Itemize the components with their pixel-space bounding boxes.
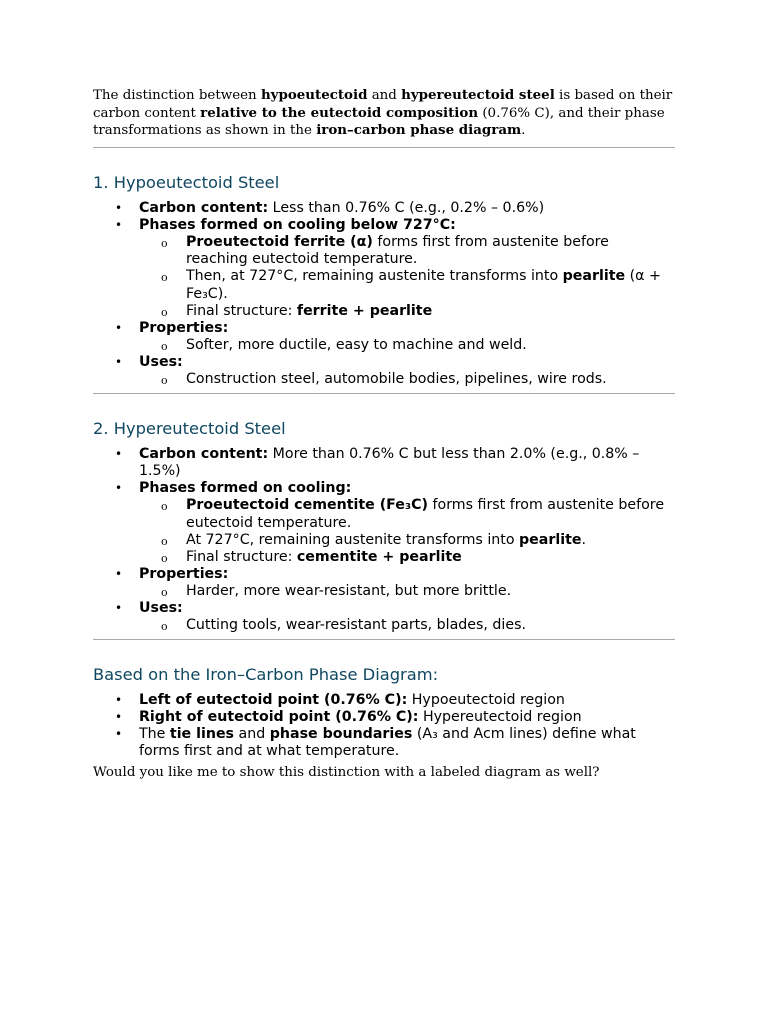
sub-bullet-icon: o: [161, 237, 168, 251]
bullet-icon: •: [115, 693, 123, 708]
intro-paragraph: [93, 87, 675, 140]
list-item: • The tie lines and phase boundaries (A₃ and Acm lines) define what forms first and at what temperature.: [115, 726, 636, 760]
sub-bullet-icon: o: [161, 585, 168, 599]
sub-list: [139, 617, 675, 634]
hypoeutectoid-list: [93, 200, 675, 388]
section-heading-phase-diagram: Based on the Iron–Carbon Phase Diagram:: [93, 665, 439, 685]
list-item: • Carbon content: More than 0.76% C but less than 2.0% (e.g., 0.8% – 1.5%): [115, 446, 640, 480]
sub-bullet-icon: o: [161, 271, 168, 285]
sub-list-item: o Construction steel, automobile bodies, pipelines, wire rods.: [139, 371, 675, 388]
closing-question: Would you like me to show this distinction with a labeled diagram as well?: [93, 764, 600, 780]
bullet-icon: •: [115, 447, 123, 462]
sub-bullet-icon: o: [161, 339, 168, 353]
list-item: • Left of eutectoid point (0.76% C): Hypoeutectoid region: [115, 692, 565, 709]
divider: [93, 147, 675, 148]
intro-text: (0.76% C), and their phase transformations as shown in the: [93, 105, 665, 139]
bullet-icon: •: [115, 566, 123, 581]
intro-text: The distinction between: [93, 88, 261, 103]
sub-list: [139, 497, 675, 565]
section-heading-hypereutectoid: 2. Hypereutectoid Steel: [93, 419, 286, 439]
list-item: • Carbon content: Less than 0.76% C (e.g., 0.2% – 0.6%): [115, 200, 545, 217]
sub-list: [139, 234, 675, 319]
sub-bullet-icon: o: [161, 374, 168, 388]
sub-list-item: o Proeutectoid ferrite (α) forms first from austenite before reaching eutectoid temperature.: [161, 234, 609, 268]
sub-list-item: o Softer, more ductile, easy to machine and weld.: [139, 337, 675, 354]
sub-list-item: o Harder, more wear-resistant, but more brittle.: [139, 583, 675, 600]
bullet-icon: •: [115, 320, 123, 335]
list-item: • Phases formed on cooling: o Proeutectoid cementite (Fe₃C) forms first from austenite before eutectoid temperature. o At 727°C, remaining austenite transforms into pearlite. o Final structure: cementite + pearlite: [93, 480, 675, 565]
sub-bullet-icon: o: [161, 305, 168, 319]
divider: [93, 639, 675, 640]
sub-list-item: o Final structure: cementite + pearlite: [139, 549, 675, 566]
bullet-icon: •: [115, 201, 123, 216]
intro-bold-term: relative to the eutectoid composition: [200, 104, 479, 121]
intro-text: and: [367, 88, 402, 103]
bullet-icon: •: [115, 710, 123, 725]
bullet-icon: •: [115, 218, 123, 233]
document-body: [93, 87, 675, 781]
intro-text: is based on their carbon content: [93, 88, 673, 121]
section-heading-hypoeutectoid: 1. Hypoeutectoid Steel: [93, 173, 280, 193]
list-item: • Properties: o Softer, more ductile, easy to machine and weld.: [93, 320, 675, 354]
sub-list-item: o Proeutectoid cementite (Fe₃C) forms first from austenite before eutectoid temperature.: [161, 497, 665, 531]
sub-list-item: o Cutting tools, wear-resistant parts, blades, dies.: [139, 617, 675, 634]
bullet-icon: •: [115, 600, 123, 615]
bullet-icon: •: [115, 354, 123, 369]
sub-list-item: o At 727°C, remaining austenite transforms into pearlite.: [139, 532, 675, 549]
sub-list: [139, 337, 675, 354]
divider: [93, 393, 675, 394]
bullet-icon: •: [115, 481, 123, 496]
list-item: • Right of eutectoid point (0.76% C): Hypereutectoid region: [115, 709, 582, 726]
sub-list-item: o Final structure: ferrite + pearlite: [139, 303, 675, 320]
sub-list: [139, 583, 675, 600]
intro-bold-term: hypereutectoid steel: [401, 87, 555, 103]
bullet-icon: •: [115, 727, 123, 742]
list-item: • Phases formed on cooling below 727°C: o Proeutectoid ferrite (α) forms first from austenite before reaching eutectoid temperature. o Then, at 727°C, remaining austenite transforms into pearlite (α + Fe₃C). o Final structure: ferrite + pearlite: [93, 217, 675, 320]
sub-list-item: o Then, at 727°C, remaining austenite transforms into pearlite (α + Fe₃C).: [161, 268, 661, 302]
list-item: • Uses: o Construction steel, automobile bodies, pipelines, wire rods.: [93, 354, 675, 388]
intro-bold-term: hypoeutectoid: [260, 87, 368, 103]
sub-bullet-icon: o: [161, 551, 168, 565]
phase-diagram-list: [93, 692, 675, 760]
sub-bullet-icon: o: [161, 620, 168, 634]
sub-bullet-icon: o: [161, 500, 168, 514]
intro-bold-term: iron–carbon phase diagram: [316, 122, 522, 139]
list-item: • Uses: o Cutting tools, wear-resistant parts, blades, dies.: [93, 600, 675, 634]
hypereutectoid-list: [93, 446, 675, 634]
list-item: • Properties: o Harder, more wear-resistant, but more brittle.: [93, 566, 675, 600]
intro-text: .: [521, 123, 526, 139]
sub-list: [139, 371, 675, 388]
sub-bullet-icon: o: [161, 534, 168, 548]
